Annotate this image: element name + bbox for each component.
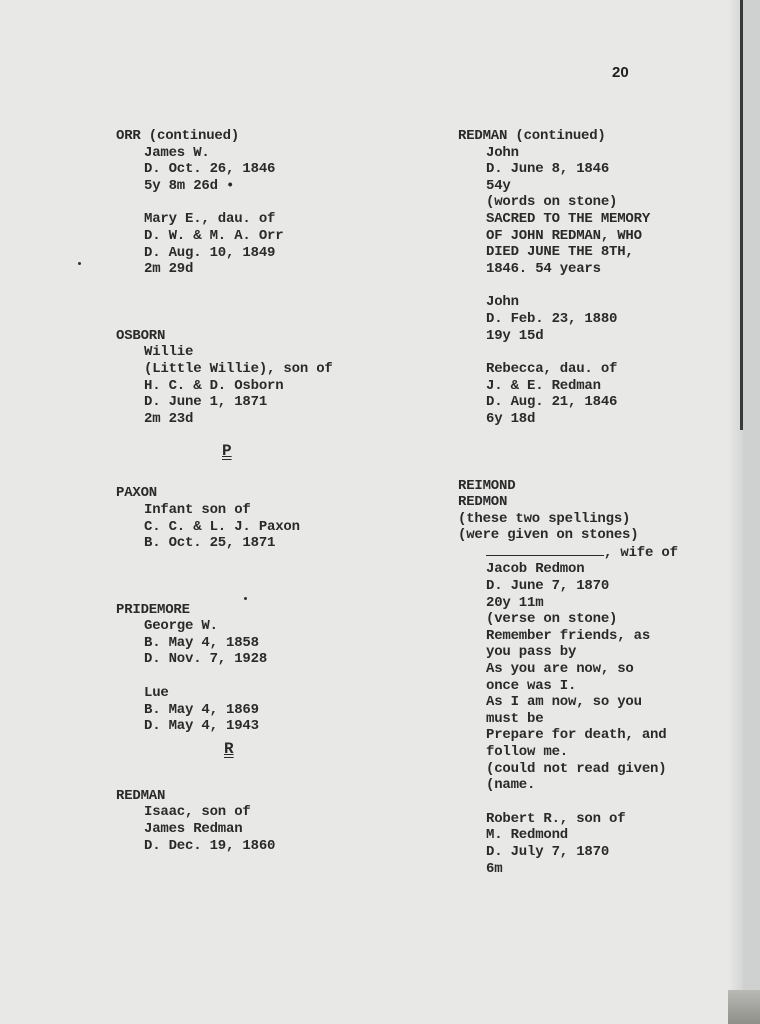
- record-line: 2m 23d: [144, 410, 194, 427]
- page-number: 20: [612, 64, 629, 81]
- record-line: D. Dec. 19, 1860: [144, 837, 276, 854]
- surname-heading: OSBORN: [116, 327, 166, 344]
- record-line: B. Oct. 25, 1871: [144, 535, 276, 552]
- record-wife: [458, 544, 728, 794]
- record-line: (could not read given): [486, 760, 667, 777]
- record-line: D. W. & M. A. Orr: [144, 227, 284, 244]
- record-line: D. Aug. 10, 1849: [144, 244, 276, 261]
- record-line: DIED JUNE THE 8TH,: [486, 244, 634, 261]
- record-line: D. July 7, 1870: [486, 843, 610, 860]
- record-line: James Redman: [144, 821, 243, 838]
- record-line: you pass by: [486, 644, 577, 661]
- entry-redman-continued: [458, 128, 728, 428]
- entry-orr: [116, 128, 416, 278]
- record-george: [116, 618, 416, 668]
- entry-osborn: [116, 328, 416, 428]
- entry-redman: [116, 788, 416, 854]
- record-line: Rebecca, dau. of: [486, 361, 618, 378]
- blank-name-line: [486, 544, 604, 556]
- record-line: follow me.: [486, 744, 569, 760]
- section-letter-r: R: [224, 740, 234, 758]
- record-line: George W.: [144, 618, 218, 635]
- record-james: [116, 145, 416, 195]
- record-line: Willie: [144, 344, 194, 361]
- record-john-1880: [458, 294, 728, 344]
- record-line: (name.: [486, 777, 536, 794]
- spelling-note: (these two spellings): [458, 510, 631, 527]
- record-line: (Little Willie), son of: [144, 360, 333, 377]
- entry-pridemore: [116, 602, 416, 735]
- record-line: As you are now, so: [486, 661, 634, 678]
- record-isaac: [116, 804, 416, 854]
- binder-strip: [743, 0, 760, 1024]
- surname-heading: ORR (continued): [116, 128, 240, 144]
- surname-heading: PAXON: [116, 485, 158, 502]
- record-line: Remember friends, as: [486, 627, 651, 644]
- record-line: D. Oct. 26, 1846: [144, 161, 276, 178]
- entry-paxon: [116, 485, 416, 551]
- record-line: 5y 8m 26d •: [144, 177, 235, 194]
- record-rebecca: [458, 361, 728, 427]
- record-robert: [458, 811, 728, 877]
- record-john-1846: [458, 145, 728, 278]
- record-line: D. Aug. 21, 1846: [486, 394, 618, 411]
- surname-heading: PRIDEMORE: [116, 601, 190, 618]
- record-line: D. June 8, 1846: [486, 161, 610, 178]
- record-line: B. May 4, 1869: [144, 701, 259, 718]
- record-line: 20y 11m: [486, 594, 544, 611]
- record-line: 6y 18d: [486, 410, 536, 427]
- surname-heading: REIMOND: [458, 477, 516, 494]
- record-line: M. Redmond: [486, 827, 569, 844]
- record-mary: [116, 211, 416, 277]
- record-line: D. Feb. 23, 1880: [486, 310, 618, 327]
- record-line: D. May 4, 1943: [144, 718, 259, 735]
- record-line: Lue: [144, 685, 169, 702]
- record-line: J. & E. Redman: [486, 377, 601, 394]
- ink-speck: [78, 262, 81, 265]
- record-lue: [116, 685, 416, 735]
- record-line: [458, 544, 728, 562]
- binder-line: [740, 0, 743, 430]
- record-willie: [116, 344, 416, 427]
- record-line: H. C. & D. Osborn: [144, 377, 284, 394]
- record-line: (verse on stone): [486, 611, 618, 628]
- record-line: Infant son of: [144, 501, 251, 518]
- record-line: D. June 1, 1871: [144, 394, 268, 411]
- surname-heading-alt: REDMON: [458, 494, 508, 511]
- record-line: C. C. & L. J. Paxon: [144, 518, 300, 535]
- record-line: James W.: [144, 144, 210, 161]
- record-line: 6m: [486, 860, 503, 877]
- record-line: John: [486, 294, 519, 311]
- record-line: 2m 29d: [144, 261, 194, 278]
- record-line: once was I.: [486, 677, 577, 694]
- surname-heading: REDMAN: [116, 787, 166, 804]
- record-line: SACRED TO THE MEMORY: [486, 210, 651, 227]
- record-line: 19y 15d: [486, 327, 544, 344]
- page-corner: [728, 990, 760, 1024]
- record-line: John: [486, 144, 519, 161]
- record-line: (words on stone): [486, 194, 618, 211]
- right-column: [458, 128, 728, 877]
- record-line: 1846. 54 years: [486, 260, 601, 277]
- entry-reimond: [458, 478, 728, 878]
- record-line: As I am now, so you: [486, 694, 642, 711]
- record-line: D. Nov. 7, 1928: [144, 651, 268, 668]
- record-line: Isaac, son of: [144, 804, 251, 821]
- spelling-note: (were given on stones): [458, 527, 639, 544]
- record-line: OF JOHN REDMAN, WHO: [486, 227, 642, 244]
- record-infant: [116, 502, 416, 552]
- record-line: B. May 4, 1858: [144, 634, 259, 651]
- record-line: 54y: [486, 177, 511, 194]
- record-line: Robert R., son of: [486, 810, 626, 827]
- record-line: must be: [486, 710, 544, 727]
- wife-of-text: , wife of: [604, 544, 678, 561]
- record-line: Prepare for death, and: [486, 727, 667, 744]
- section-letter-p: P: [222, 442, 232, 460]
- ink-speck: [244, 597, 247, 600]
- left-column: [116, 128, 416, 854]
- record-line: Jacob Redmon: [486, 561, 585, 578]
- surname-heading: REDMAN (continued): [458, 128, 606, 144]
- record-line: D. June 7, 1870: [486, 578, 610, 595]
- record-line: Mary E., dau. of: [144, 211, 276, 228]
